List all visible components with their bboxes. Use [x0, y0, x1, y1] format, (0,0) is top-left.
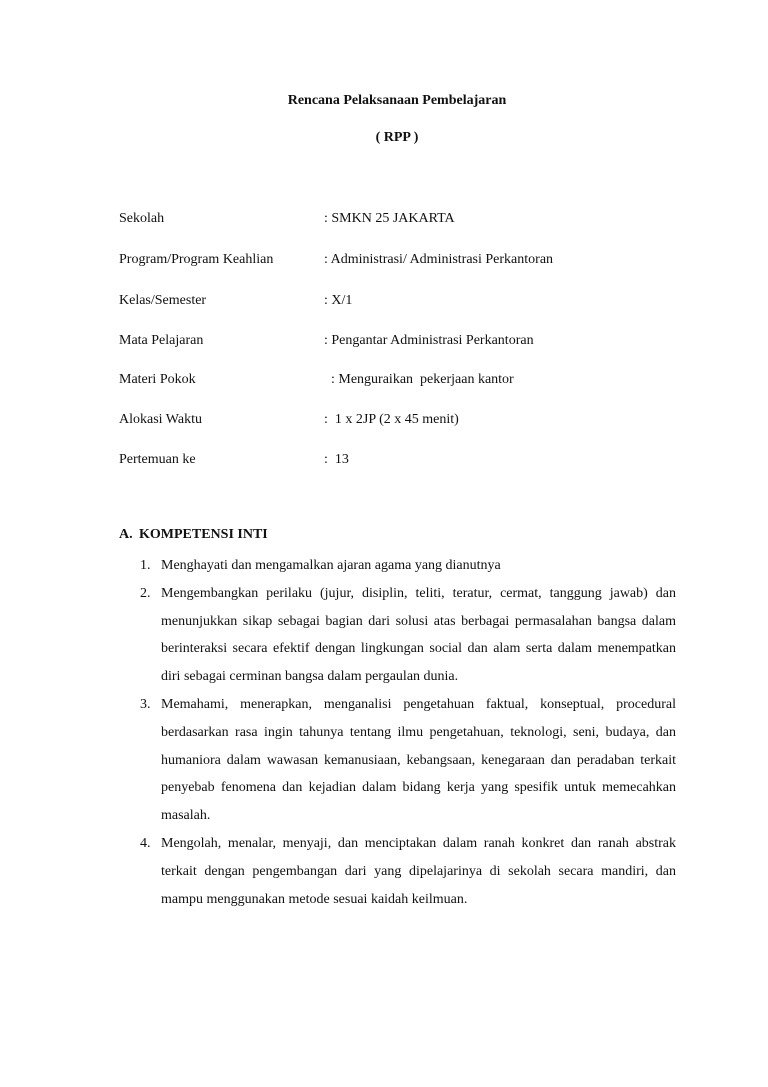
info-label: Program/Program Keahlian	[119, 252, 274, 267]
section-title: KOMPETENSI INTI	[139, 527, 268, 542]
document-title: Rencana Pelaksanaan Pembelajaran	[287, 93, 507, 108]
section-letter: A.	[119, 527, 133, 542]
info-value: : Administrasi/ Administrasi Perkantoran	[324, 252, 554, 267]
info-label: Alokasi Waktu	[119, 412, 202, 427]
info-value: : 1 x 2JP (2 x 45 menit)	[324, 412, 459, 427]
info-label: Materi Pokok	[119, 372, 196, 387]
list-item-text: Menghayati dan mengamalkan ajaran agama yang dianutnya	[161, 558, 501, 573]
document-subtitle: ( RPP )	[375, 130, 419, 145]
info-value: : 13	[324, 452, 349, 467]
section-heading-kompetensi-inti	[119, 527, 268, 543]
list-item-number: 1.	[140, 558, 151, 573]
info-label: Pertemuan ke	[119, 452, 196, 467]
list-item	[140, 830, 676, 913]
info-value: : X/1	[324, 293, 353, 308]
info-row-kelas	[119, 293, 679, 313]
list-item-number: 2.	[140, 585, 151, 601]
list-item-text: Mengolah, menalar, menyaji, dan menciptakan dalam ranah konkret dan ranah abstrak terkait dengan pengembangan dari yang dipelajarinya di sekolah secara mandiri, dan mampu menggunakan metode sesuai kaidah keilmuan.	[161, 835, 676, 907]
info-row-materi	[119, 372, 679, 392]
info-row-alokasi	[119, 412, 679, 432]
list-item-number: 3.	[140, 696, 151, 712]
list-item	[140, 552, 676, 580]
info-value: : Menguraikan pekerjaan kantor	[324, 372, 514, 387]
list-item	[140, 580, 676, 691]
info-value: : Pengantar Administrasi Perkantoran	[324, 333, 534, 348]
info-row-sekolah	[119, 211, 679, 231]
info-row-pertemuan	[119, 452, 679, 472]
list-item-number: 4.	[140, 835, 151, 851]
list-item	[140, 691, 676, 830]
info-label: Mata Pelajaran	[119, 333, 204, 348]
info-value: : SMKN 25 JAKARTA	[324, 211, 455, 226]
info-row-mata-pelajaran	[119, 333, 679, 353]
list-item-text: Memahami, menerapkan, menganalisi pengetahuan faktual, konseptual, procedural berdasarkan rasa ingin tahunya tentang ilmu pengetahuan, teknologi, seni, budaya, dan humaniora dalam wawasan kemanusiaan, kebangsaan, kenegaraan dan peradaban terkait penyebab fenomena dan kejadian dalam bidang kerja yang spesifik untuk memecahkan masalah.	[161, 696, 676, 824]
info-label: Kelas/Semester	[119, 293, 207, 308]
kompetensi-inti-list	[140, 552, 676, 913]
info-label: Sekolah	[119, 211, 165, 226]
info-row-program	[119, 252, 679, 272]
list-item-text: Mengembangkan perilaku (jujur, disiplin, teliti, teratur, cermat, tanggung jawab) dan menunjukkan sikap sebagai bagian dari solusi atas berbagai permasalahan bangsa dalam berinteraksi secara efektif dengan lingkungan social dan alam serta dalam menempatkan diri sebagai cerminan bangsa dalam pergaulan dunia.	[161, 585, 676, 685]
